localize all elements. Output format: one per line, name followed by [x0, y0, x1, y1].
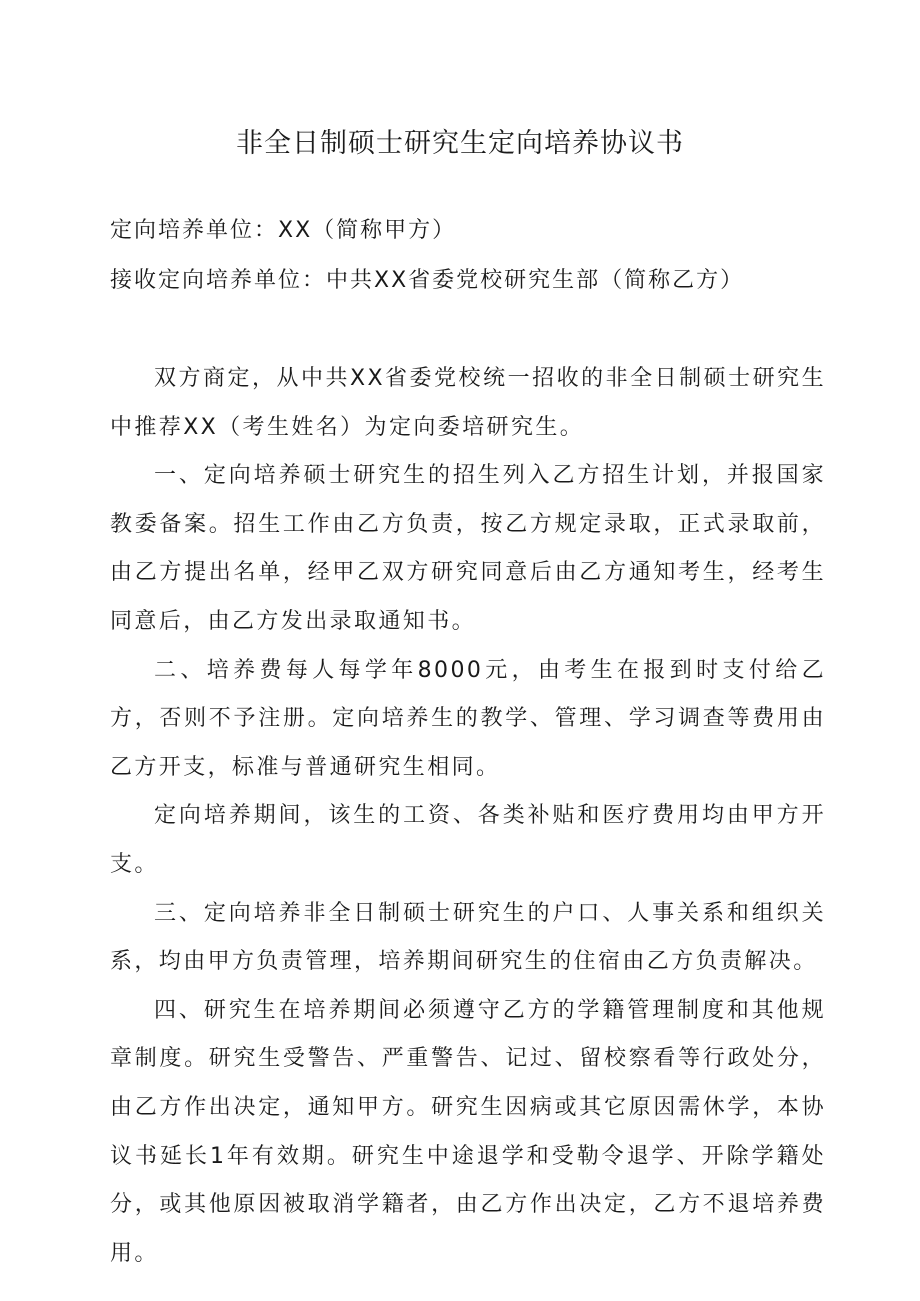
agreement-body — [110, 355, 826, 1278]
paragraph-clause-1: 一、定向培养硕士研究生的招生列入乙方招生计划，并报国家教委备案。招生工作由乙方负责，按乙方规定录取，正式录取前，由乙方提出名单，经甲乙双方研究同意后由乙方通知考生，经考生同意后，由乙方发出录取通知书。 — [110, 463, 826, 634]
paragraph-intro: 双方商定，从中共XX省委党校统一招收的非全日制硕士研究生中推荐XX（考生姓名）为定向委培研究生。 — [110, 366, 826, 440]
document-title: 非全日制硕士研究生定向培养协议书 — [236, 128, 684, 159]
paragraph-clause-3: 三、定向培养非全日制硕士研究生的户口、人事关系和组织关系，均由甲方负责管理，培养期间研究生的住宿由乙方负责解决。 — [110, 900, 826, 975]
paragraph-clause-2: 二、培养费每人每学年8000元，由考生在报到时支付给乙方，否则不予注册。定向培养生的教学、管理、学习调查等费用由乙方开支，标准与普通研究生相同。 — [110, 657, 826, 780]
party-b-line: 接收定向培养单位：中共XX省委党校研究生部（简称乙方） — [110, 268, 745, 293]
paragraph-clause-2-note: 定向培养期间，该生的工资、各类补贴和医疗费用均由甲方开支。 — [110, 803, 826, 877]
party-a-line: 定向培养单位：XX（简称甲方） — [110, 218, 457, 243]
paragraph-clause-4: 四、研究生在培养期间必须遵守乙方的学籍管理制度和其他规章制度。研究生受警告、严重警告、记过、留校察看等行政处分，由乙方作出决定，通知甲方。研究生因病或其它原因需休学，本协议书延长1年有效期。研究生中途退学和受勒令退学、开除学籍处分，或其他原因被取消学籍者，由乙方作出决定，乙方不退培养费用。 — [110, 997, 826, 1266]
